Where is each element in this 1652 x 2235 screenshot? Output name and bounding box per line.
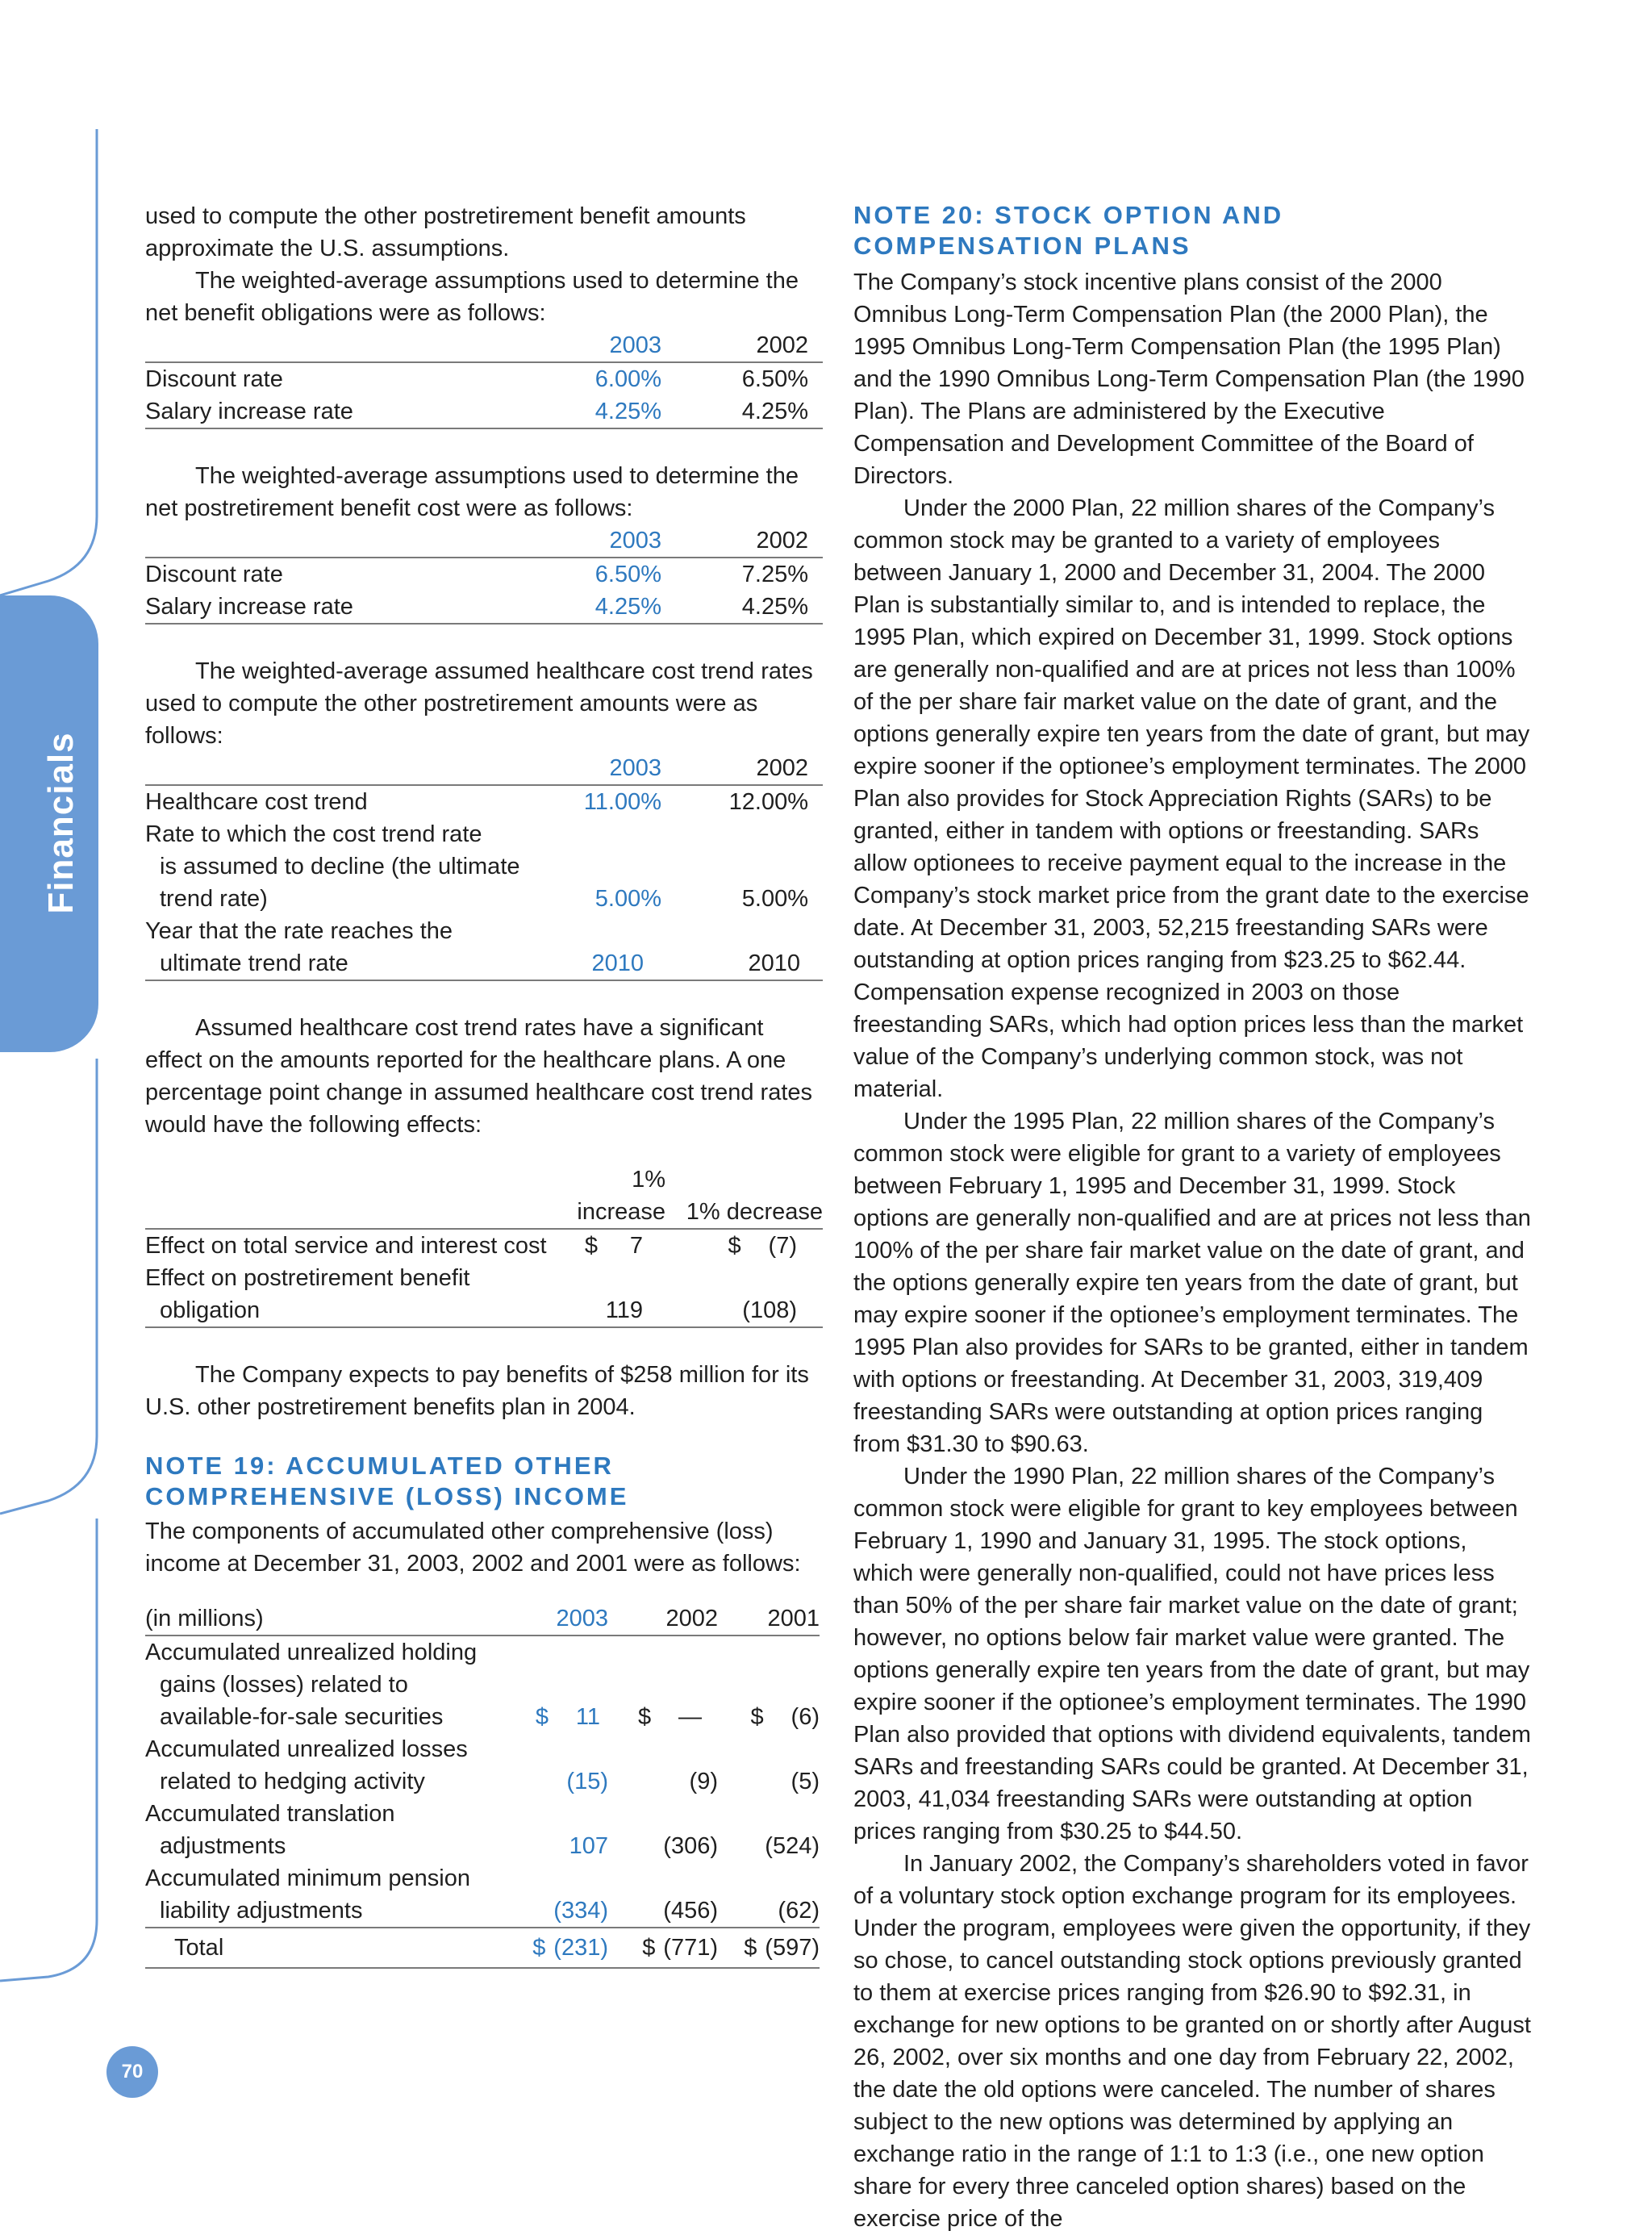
paragraph: Under the 1995 Plan, 22 million shares of the Company’s common stock were eligible for grant to a variety of employees between February 1, 1995 and December 31, 1999. Stock options are generally non-qualified and are at prices not less than 100% of the per share fair market value on the date of grant, and the options generally expire ten years from the date of grant, but may expire sooner if the optionee’s employment terminates. The 1995 Plan also provides for SARs to be granted, either in tandem with options or freestanding. At December 31, 2003, 319,409 freestanding SARs were outstanding at option prices ranging from $31.30 to $90.63. xyxy=(853,1109,1531,1457)
paragraph: Assumed healthcare cost trend rates have a significant effect on the amounts reported for the healthcare plans. A one percentage point change in assumed healthcare cost trend rates would have the following effects: xyxy=(145,1015,813,1138)
cell-increase: 7 xyxy=(629,1233,644,1259)
column-header: 1% decrease xyxy=(665,1163,823,1229)
sidebar-decoration xyxy=(0,0,105,2112)
row-label: ultimate trend rate xyxy=(145,947,524,980)
table-row xyxy=(145,1294,823,1327)
row-label: Salary increase rate xyxy=(145,395,524,428)
cell-2001: (62) xyxy=(778,1898,820,1924)
cell-2002: (771) xyxy=(663,1935,718,1961)
table-row xyxy=(145,1669,820,1701)
paragraph: The Company expects to pay benefits of $258 million for its U.S. other postretirement benefits plan in 2004. xyxy=(145,1362,809,1420)
note-20-heading xyxy=(853,200,1531,261)
paragraph: Under the 2000 Plan, 22 million shares of the Company’s common stock may be granted to a variety of employees between January 1, 2000 and December 31, 2004. The 2000 Plan is substantially similar to, and is intended to replace, the 1995 Plan, which expired on December 31, 1999. Stock options are generally non-qualified and are at prices not less than 100% of the per share fair market value on the date of grant, and the options generally expire ten years from the date of grant, but may expire sooner if the optionee’s employment terminates. The 2000 Plan also provides for Stock Appreciation Rights (SARs) to be granted, either in tandem with options or freestanding. SARs allow optionees to receive payment equal to the increase in the Company’s stock market price from the grant date to the exercise date. At December 31, 2003, 52,215 freestanding SARs were outstanding at option prices ranging from $23.25 to $62.44. Compensation expense recognized in 2003 on those freestanding SARs, which had option prices less than the market value of the Company’s underlying common stock, was not material. xyxy=(853,495,1530,1102)
table-row xyxy=(145,1733,820,1765)
row-label: available-for-sale securities xyxy=(160,1704,444,1730)
table-header-row xyxy=(145,524,823,558)
cell-2002: 4.25% xyxy=(661,591,823,624)
currency-symbol: $ xyxy=(744,1935,757,1961)
cell-increase: 119 xyxy=(547,1294,665,1327)
row-label: Salary increase rate xyxy=(145,591,524,624)
table-row xyxy=(145,915,823,947)
table-row xyxy=(145,1798,820,1830)
column-header: 2003 xyxy=(503,1602,608,1636)
cell-2002: — xyxy=(678,1704,702,1730)
table-row xyxy=(145,850,823,883)
table-row xyxy=(145,947,823,980)
trend-sensitivity-table xyxy=(145,1163,823,1328)
cell-2003: 4.25% xyxy=(524,395,661,428)
paragraph: The weighted-average assumptions used to determine the net benefit obligations were as follows: xyxy=(145,268,799,326)
cell-2003: 4.25% xyxy=(524,591,661,624)
cell-2003: (231) xyxy=(553,1935,608,1961)
paragraph: The weighted-average assumptions used to determine the net postretirement benefit cost were as follows: xyxy=(145,463,799,521)
currency-symbol: $ xyxy=(535,1704,549,1730)
cell-2002: 12.00% xyxy=(728,789,808,815)
cell-2002: 6.50% xyxy=(741,366,808,392)
table-row xyxy=(145,558,823,591)
table-row xyxy=(145,362,823,395)
column-header: 2003 xyxy=(524,329,661,362)
table-header-row xyxy=(145,1163,823,1229)
row-label: is assumed to decline (the ultimate xyxy=(160,854,520,879)
row-label: Accumulated unrealized holding xyxy=(145,1640,478,1665)
column-header: 2001 xyxy=(718,1602,820,1636)
table-row xyxy=(145,1701,820,1733)
section-title: COMPENSATION PLANS xyxy=(853,232,1191,260)
cell-2003: 2010 xyxy=(524,947,661,980)
row-label: related to hedging activity xyxy=(160,1769,425,1794)
paragraph: Under the 1990 Plan, 22 million shares of the Company’s common stock were eligible for grant to key employees between February 1, 1990 and January 31, 1995. The stock options, which were generally non-qualified, could not have prices less than 50% of the per share fair market value on the date of grant; however, no options below fair market value were granted. The options generally expire ten years from the date of grant, but may expire sooner if the optionee’s employment terminates. The 1990 Plan also provided that options with dividend equivalents, tandem SARs and freestanding SARs could be granted. At December 31, 2003, 41,034 freestanding SARs were outstanding at option prices ranging from $30.25 to $44.50. xyxy=(853,1464,1531,1844)
net-benefit-obligation-table xyxy=(145,329,823,429)
column-header: 1% increase xyxy=(547,1163,665,1229)
cell-2002: (306) xyxy=(663,1833,718,1859)
table-row xyxy=(145,818,823,850)
row-label: Discount rate xyxy=(145,366,283,392)
section-title: COMPREHENSIVE (LOSS) INCOME xyxy=(145,1482,629,1510)
row-label: trend rate) xyxy=(160,886,268,912)
column-header: 2003 xyxy=(524,752,661,785)
paragraph: In January 2002, the Company’s shareholders voted in favor of a voluntary stock option exchange program for its employees. Under the program, employees were given the opportunity, if they so chose, to cancel outstanding stock options previously granted to them at exercise prices ranging from $26.90 to $92.31, in exchange for new options to be granted on or shortly after August 26, 2002, over six months and one day from February 22, 2002, the date the old options were canceled. The number of shares subject to the new options was determined by applying an exchange ratio in the range of 1:1 to 1:3 (i.e., one new option share for every three canceled option shares) based on the exercise price of the xyxy=(853,1851,1531,2232)
currency-symbol: $ xyxy=(532,1935,546,1961)
column-header: 2002 xyxy=(661,329,823,362)
total-row xyxy=(145,1928,820,1968)
cell-2002: (9) xyxy=(689,1769,718,1794)
row-label: Effect on total service and interest cost xyxy=(145,1233,547,1259)
column-header: 2002 xyxy=(661,752,823,785)
paragraph: The Company’s stock incentive plans consist of the 2000 Omnibus Long-Term Compensation Plan (the 2000 Plan), the 1995 Omnibus Long-Term Compensation Plan (the 1995 Plan) and the 1990 Omnibus Long-Term Compensation Plan (the 1990 Plan). The Plans are administered by the Executive Compensation and Development Committee of the Board of Directors. xyxy=(853,269,1525,489)
table-row xyxy=(145,883,823,915)
row-label: Accumulated minimum pension xyxy=(145,1865,470,1891)
net-benefit-cost-table xyxy=(145,524,823,625)
note-19-heading xyxy=(145,1451,823,1512)
currency-symbol: $ xyxy=(728,1233,741,1259)
table-row xyxy=(145,785,823,818)
row-label: gains (losses) related to xyxy=(160,1672,408,1698)
table-header-row xyxy=(145,1602,820,1636)
row-label: Rate to which the cost trend rate xyxy=(145,821,482,847)
unit-label: (in millions) xyxy=(145,1602,503,1636)
cell-2002: 2010 xyxy=(661,947,823,980)
currency-symbol: $ xyxy=(584,1233,599,1259)
cell-2002: (456) xyxy=(663,1898,718,1924)
left-column xyxy=(145,200,823,1969)
table-header-row xyxy=(145,752,823,785)
paragraph: used to compute the other postretirement benefit amounts approximate the U.S. assumptions. xyxy=(145,203,746,261)
right-column xyxy=(853,200,1531,2235)
cell-2001: (597) xyxy=(765,1935,820,1961)
cell-2001: (5) xyxy=(791,1769,820,1794)
cell-2003: 11.00% xyxy=(583,789,661,815)
table-row xyxy=(145,1830,820,1862)
row-label: liability adjustments xyxy=(160,1898,363,1924)
table-row xyxy=(145,591,823,624)
row-label: Total xyxy=(145,1928,503,1968)
row-label: Accumulated translation xyxy=(145,1801,395,1827)
cell-2002: 5.00% xyxy=(741,886,808,912)
cell-2001: (6) xyxy=(791,1704,820,1730)
cell-decrease: (7) xyxy=(768,1233,797,1259)
section-tab-label: Financials xyxy=(41,732,81,914)
table-row xyxy=(145,1262,823,1294)
currency-symbol: $ xyxy=(642,1935,656,1961)
cell-2003: (334) xyxy=(553,1898,608,1924)
cell-decrease: (108) xyxy=(665,1294,823,1327)
table-row xyxy=(145,1862,820,1895)
healthcare-trend-table xyxy=(145,752,823,981)
currency-symbol: $ xyxy=(638,1704,652,1730)
row-label: Accumulated unrealized losses xyxy=(145,1736,468,1762)
cell-2002: 4.25% xyxy=(661,395,823,428)
table-row xyxy=(145,395,823,428)
column-header: 2002 xyxy=(608,1602,718,1636)
paragraph: The weighted-average assumed healthcare cost trend rates used to compute the other postretirement amounts were as follows: xyxy=(145,658,813,749)
row-label: adjustments xyxy=(160,1833,286,1859)
table-row xyxy=(145,1765,820,1798)
row-label: Discount rate xyxy=(145,562,283,587)
table-row xyxy=(145,1895,820,1928)
row-label: Effect on postretirement benefit xyxy=(145,1265,470,1291)
cell-2003: 5.00% xyxy=(594,886,661,912)
row-label: Healthcare cost trend xyxy=(145,789,368,815)
cell-2003: 11 xyxy=(575,1704,600,1730)
row-label: Year that the rate reaches the xyxy=(145,918,453,944)
cell-2003: (15) xyxy=(566,1769,608,1794)
cell-2003: 107 xyxy=(569,1833,608,1859)
cell-2003: 6.50% xyxy=(594,562,661,587)
accumulated-oci-table xyxy=(145,1602,820,1969)
row-label: obligation xyxy=(145,1294,547,1327)
table-row xyxy=(145,1229,823,1262)
cell-2003: 6.00% xyxy=(594,366,661,392)
page-number: 70 xyxy=(106,2046,158,2098)
cell-2002: 7.25% xyxy=(741,562,808,587)
section-title: NOTE 19: ACCUMULATED OTHER xyxy=(145,1452,614,1480)
table-row xyxy=(145,1636,820,1669)
column-header: 2002 xyxy=(661,524,823,558)
paragraph: The components of accumulated other comprehensive (loss) income at December 31, 2003, 2002 and 2001 were as follows: xyxy=(145,1519,801,1577)
cell-2001: (524) xyxy=(765,1833,820,1859)
column-header: 2003 xyxy=(524,524,661,558)
table-header-row xyxy=(145,329,823,362)
section-title: NOTE 20: STOCK OPTION AND xyxy=(853,201,1284,229)
currency-symbol: $ xyxy=(750,1704,764,1730)
